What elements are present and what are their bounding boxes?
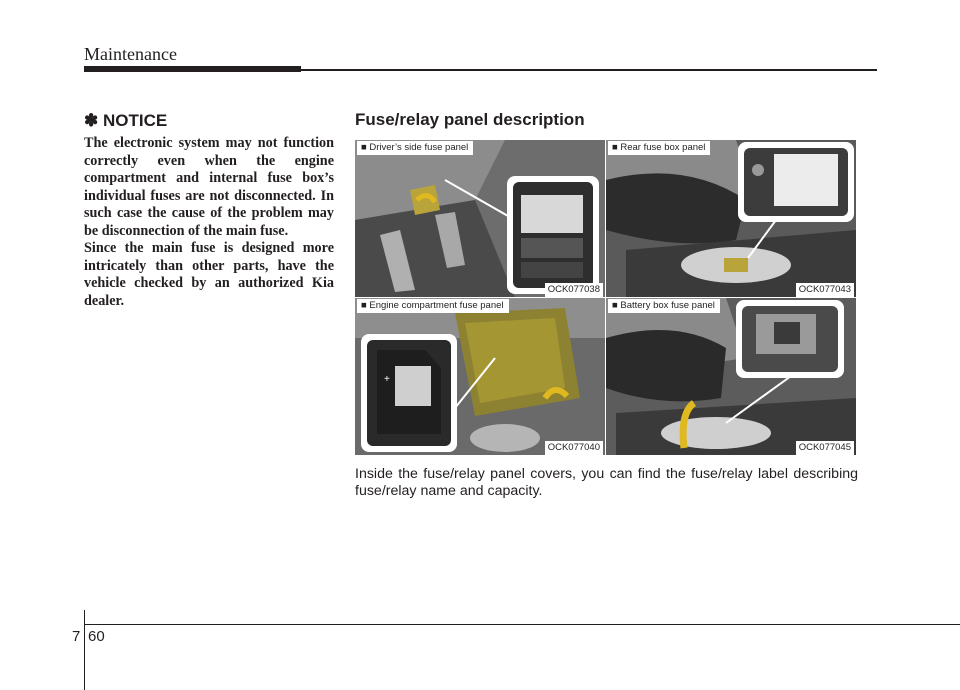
photo-battery-box-fuse-panel — [606, 298, 856, 455]
photo-rear-fuse-box-panel — [606, 140, 856, 297]
drivers-side-illustration — [355, 140, 605, 297]
svg-text:+: + — [384, 374, 390, 385]
notice-paragraph: Since the main fuse is designed more intricately than other parts, have the vehicle checked by an authorized Kia dealer. — [84, 240, 334, 309]
photo-label: ■ Driver’s side fuse panel — [357, 141, 473, 155]
rear-fuse-illustration — [606, 140, 856, 297]
photo-drivers-side-fuse-panel — [355, 140, 605, 297]
chapter-number: 7 — [72, 628, 81, 645]
battery-box-illustration — [606, 298, 856, 455]
photo-engine-compartment-fuse-panel — [355, 298, 605, 455]
footer-rule — [84, 624, 960, 625]
section-title: Maintenance — [84, 44, 177, 64]
header-rule-thin — [301, 69, 877, 71]
photo-code: OCK077040 — [545, 441, 603, 455]
notice-symbol: ✽ — [84, 111, 99, 130]
panel-description: Inside the fuse/relay panel covers, you can find the fuse/relay label describing fuse/relay name and capacity. — [355, 466, 858, 499]
header-rule-thick — [84, 66, 301, 72]
page-number: 60 — [88, 628, 105, 645]
footer-divider — [84, 610, 85, 690]
notice-paragraph: The electronic system may not function correctly even when the engine compartment and internal fuse box’s individual fuses are not disconnected. In such case the cause of the problem may be disconnection of the main fuse. — [84, 135, 334, 239]
photo-code: OCK077043 — [796, 283, 854, 297]
panel-section-title: Fuse/relay panel description — [355, 110, 585, 129]
photo-label: ■ Battery box fuse panel — [608, 299, 720, 313]
engine-compartment-illustration — [355, 298, 605, 455]
photo-code: OCK077038 — [545, 283, 603, 297]
photo-code: OCK077045 — [796, 441, 854, 455]
photo-label: ■ Engine compartment fuse panel — [357, 299, 509, 313]
photo-label: ■ Rear fuse box panel — [608, 141, 710, 155]
notice-body — [84, 135, 334, 310]
notice-heading — [84, 111, 167, 131]
notice-title: NOTICE — [102, 111, 168, 130]
